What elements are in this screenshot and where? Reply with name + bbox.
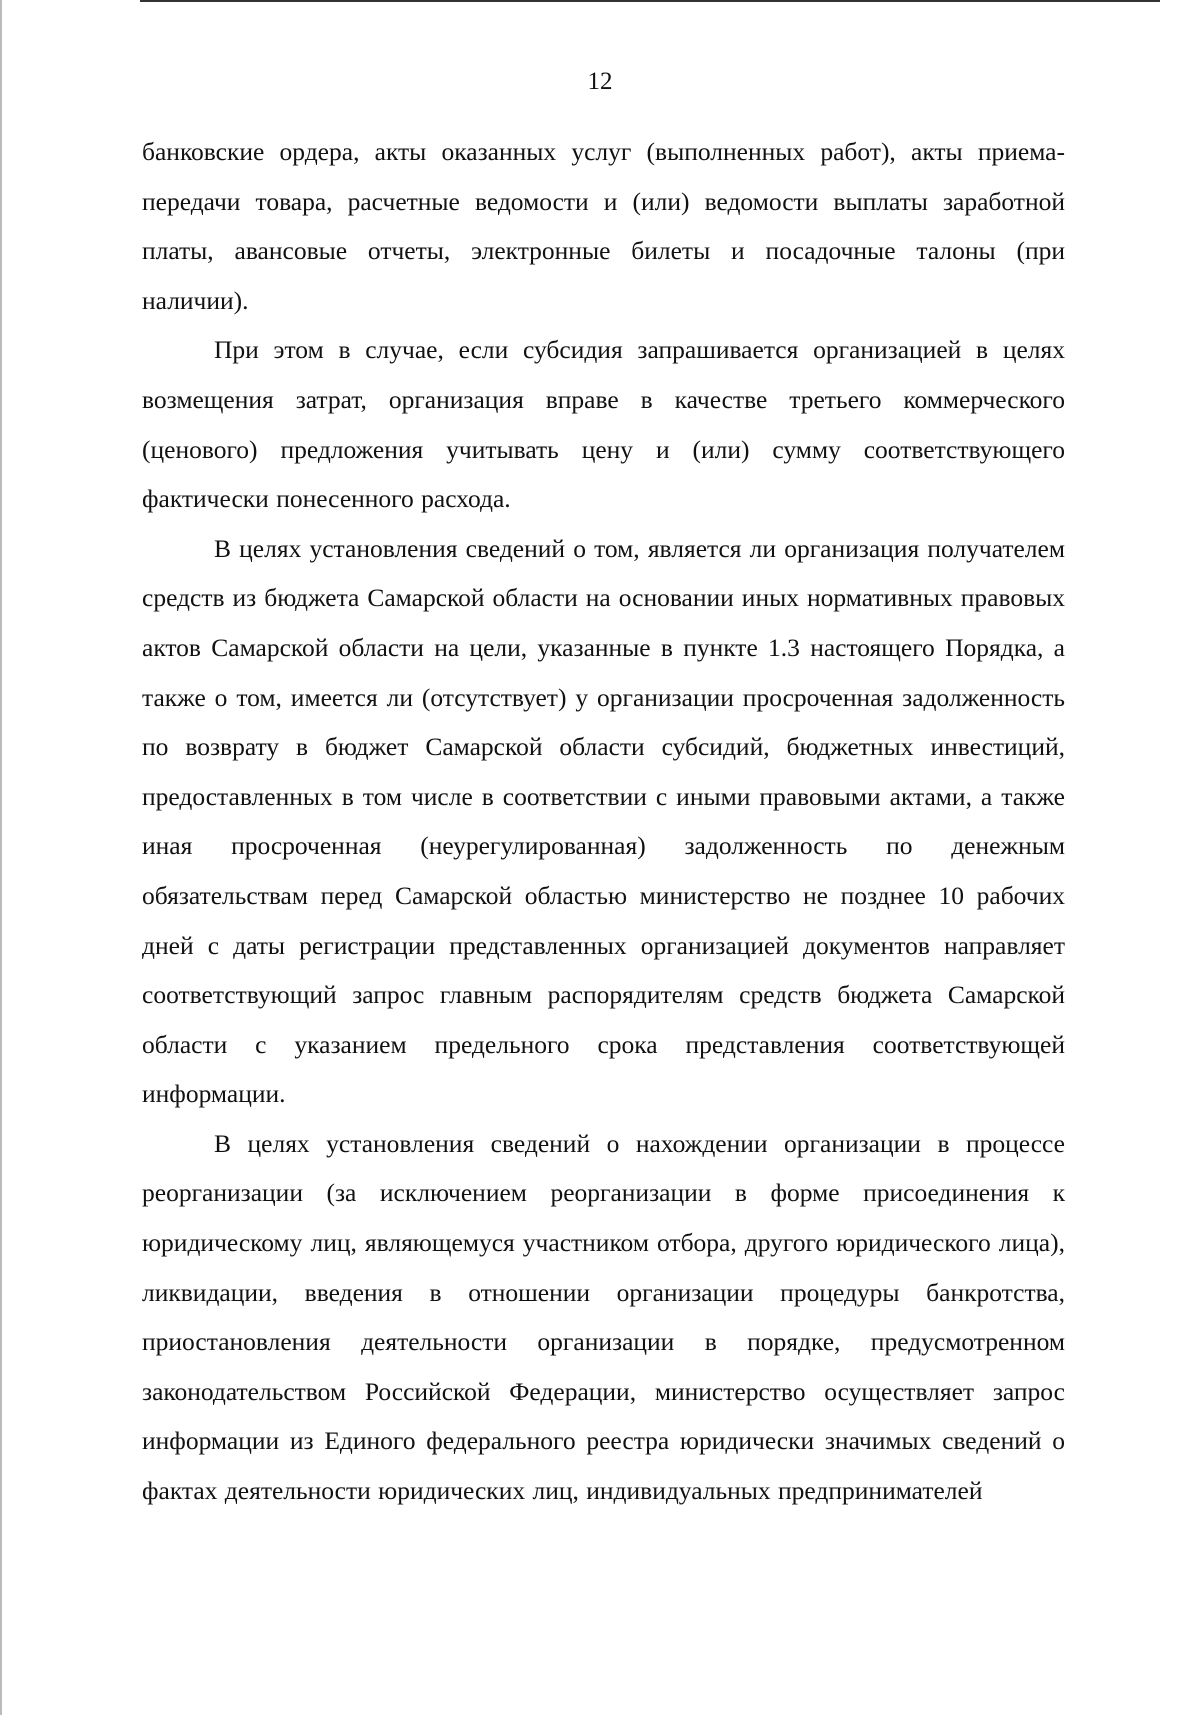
- paragraph-2: При этом в случае, если субсидия запрашивается организацией в целях возмещения затрат, организация вправе в качестве третьего коммерческого (ценового) предложения учитывать цену и (или) сумму соответствующего фактически понесенного расхода.: [142, 335, 1065, 514]
- scan-border-left: [0, 0, 2, 1715]
- paragraph-3: В целях установления сведений о том, является ли организация получателем средств из бюджета Самарской области на основании иных нормативных правовых актов Самарской области на цели, указанные в пункте 1.3 настоящего Порядка, а также о том, имеется ли (отсутствует) у организации просроченная задолженность по возврату в бюджет Самарской области субсидий, бюджетных инвестиций, предоставленных в том числе в соответствии с иными правовыми актами, а также иная просроченная (неурегулированная) задолженность по денежным обязательствам перед Самарской областью министерство не позднее 10 рабочих дней с даты регистрации представленных организацией документов направляет соответствующий запрос главным распорядителям средств бюджета Самарской области с указанием предельного срока представления соответствующей информации.: [142, 533, 1065, 1109]
- scan-border-top: [140, 0, 1160, 2]
- document-body: [142, 127, 1065, 1516]
- page-number: 12: [587, 68, 613, 95]
- paragraph-4: В целях установления сведений о нахождении организации в процессе реорганизации (за исключением реорганизации в форме присоединения к юридическому лиц, являющемуся участником отбора, другого юридического лица), ликвидации, введения в отношении организации процедуры банкротства, приостановления деятельности организации в порядке, предусмотренном законодательством Российской Федерации, министерство осуществляет запрос информации из Единого федерального реестра юридически значимых сведений о фактах деятельности юридических лиц, индивидуальных предпринимателей: [142, 1128, 1065, 1506]
- paragraph-1: банковские ордера, акты оказанных услуг (выполненных работ), акты приема-передачи товара, расчетные ведомости и (или) ведомости выплаты заработной платы, авансовые отчеты, электронные билеты и посадочные талоны (при наличии).: [142, 137, 1065, 315]
